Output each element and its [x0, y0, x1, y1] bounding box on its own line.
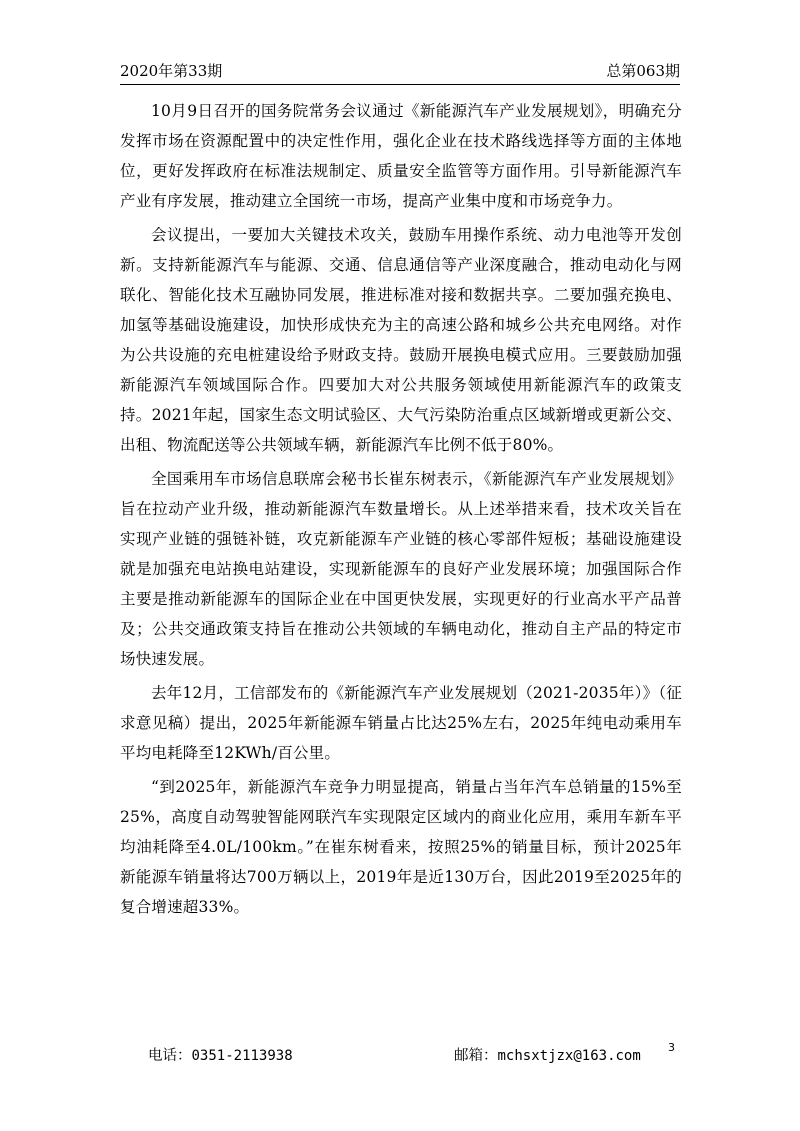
paragraph-2: 会议提出，一要加大关键技术攻关，鼓励车用操作系统、动力电池等开发创新。支持新能源汽车与能源、交通、信息通信等产业深度融合，推动电动化与网联化、智能化技术互融协同发展，推进标准对接和数据共享。二要加强充换电、加氢等基础设施建设，加快形成快充为主的高速公路和城乡公共充电网络。对作为公共设施的充电桩建设给予财政支持。鼓励开展换电模式应用。三要鼓励加强新能源汽车领域国际合作。四要加大对公共服务领域使用新能源汽车的政策支持。2021年起，国家生态文明试验区、大气污染防治重点区域新增或更新公交、出租、物流配送等公共领域车辆，新能源汽车比例不低于80%。	[120, 226, 682, 454]
email-label: 邮箱：	[454, 1048, 498, 1064]
paragraph-3: 全国乘用车市场信息联席会秘书长崔东树表示，《新能源汽车产业发展规划》旨在拉动产业升级，推动新能源汽车数量增长。从上述举措来看，技术攻关旨在实现产业链的强链补链，攻克新能源车产业链的核心零部件短板；基础设施建设就是加强充电站换电站建设，实现新能源车的良好产业发展环境；加强国际合作主要是推动新能源车的国际企业在中国更快发展，实现更好的行业高水平产品普及；公共交通政策支持旨在推动公共领域的车辆电动化，推动自主产品的特定市场快速发展。	[120, 470, 682, 668]
contact-email	[454, 1044, 641, 1065]
page-footer	[148, 1044, 708, 1068]
phone-label: 电话：	[148, 1048, 192, 1064]
page-number: 3	[668, 1041, 675, 1054]
total-issue-number: 总第063期	[606, 62, 680, 80]
phone-number: 0351-2113938	[191, 1048, 293, 1064]
paragraph-4: 去年12月，工信部发布的《新能源汽车产业发展规划（2021-2035年）》（征求意见稿）提出，2025年新能源车销量占比达25%左右，2025年纯电动乘用车平均电耗降至12KWh/百公里。	[120, 684, 682, 762]
contact-phone	[148, 1044, 293, 1065]
article-body	[120, 96, 682, 926]
issue-number: 2020年第33期	[120, 62, 223, 80]
page-header	[120, 58, 680, 85]
email-address: mchsxtjzx@163.com	[497, 1048, 641, 1064]
paragraph-1: 10月9日召开的国务院常务会议通过《新能源汽车产业发展规划》，明确充分发挥市场在资源配置中的决定性作用，强化企业在技术路线选择等方面的主体地位，更好发挥政府在标准法规制定、质量安全监管等方面作用。引导新能源汽车产业有序发展，推动建立全国统一市场，提高产业集中度和市场竞争力。	[120, 102, 682, 210]
paragraph-5: “到2025年，新能源汽车竞争力明显提高，销量占当年汽车总销量的15%至25%，高度自动驾驶智能网联汽车实现限定区域内的商业化应用，乘用车新车平均油耗降至4.0L/100km。”在崔东树看来，按照25%的销量目标，预计2025年新能源车销量将达700万辆以上，2019年是近130万台，因此2019至2025年的复合增速超33%。	[120, 778, 682, 916]
